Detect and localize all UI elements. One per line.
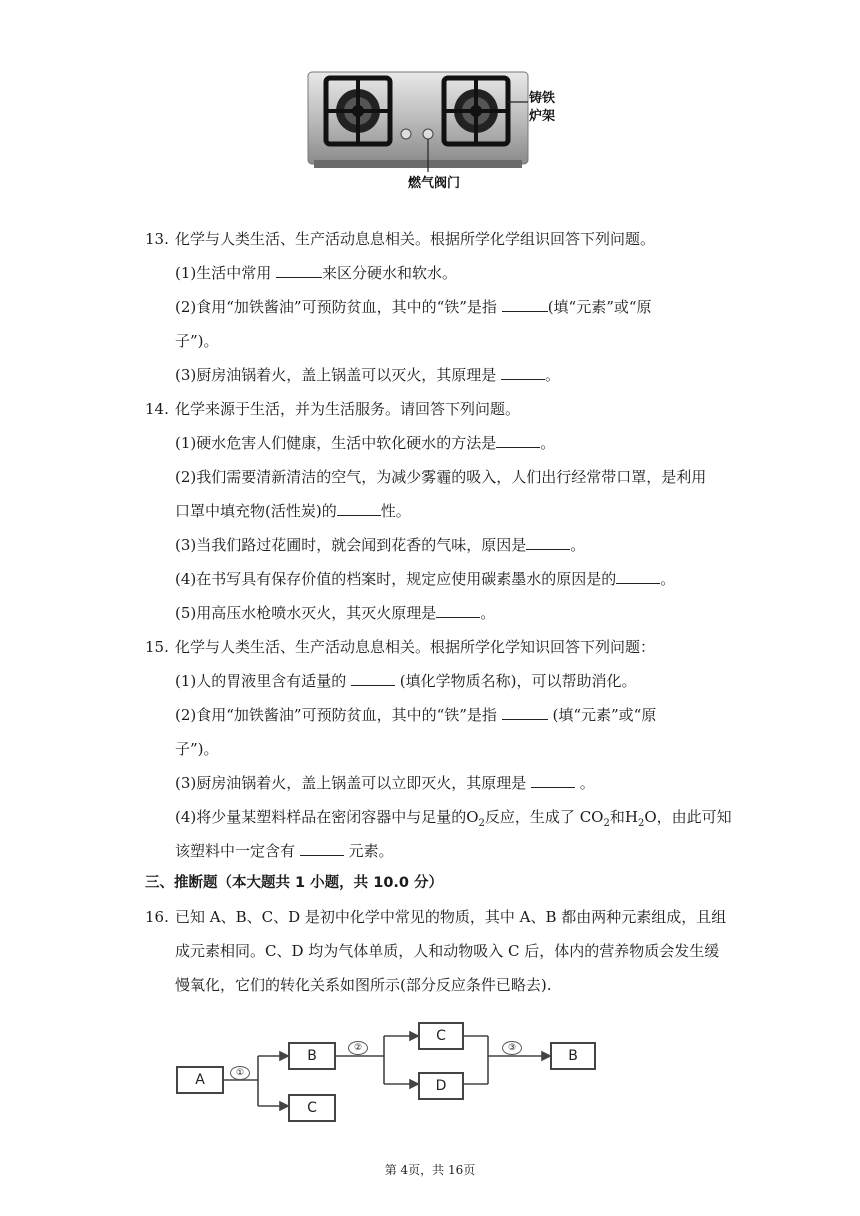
stove-figure [300,60,560,195]
q15-part2: (2)食用“加铁酱油”可预防贫血，其中的“铁”是指 (填“元素”或“原 [175,706,657,724]
page-number-footer: 第 4页，共 16页 [384,1163,476,1177]
q13-part2: (2)食用“加铁酱油”可预防贫血，其中的“铁”是指 (填“元素”或“原 [175,298,652,316]
answer-blank[interactable] [502,297,548,312]
q15-number: 15. [145,638,169,656]
q14-stem: 化学来源于生活，并为生活服务。请回答下列问题。 [175,400,521,418]
section-title-inference: 三、推断题（本大题共 1 小题，共 10.0 分） [145,875,444,891]
q14-part5: (5)用高压水枪喷水灭火，其灭火原理是 。 [175,604,496,622]
q15-part1: (1)人的胃液里含有适量的 (填化学物质名称)，可以帮助消化。 [175,672,637,690]
step-1-label: ① [230,1066,250,1080]
q14-part2-line1: (2)我们需要清新清洁的空气，为减少雾霾的吸入，人们出行经常带口罩，是利用 [175,468,707,486]
box-d: D [418,1072,464,1100]
answer-blank[interactable] [351,671,395,686]
answer-blank[interactable] [502,705,548,720]
transformation-diagram [176,1020,596,1125]
q13-part1: (1)生活中常用 来区分硬水和软水。 [175,264,458,282]
step-3-label: ③ [502,1041,522,1055]
answer-blank[interactable] [496,433,540,448]
box-c-second: C [418,1022,464,1050]
label-cast-iron-rack-line1: 铸铁 [529,91,556,106]
box-a: A [176,1066,224,1094]
q15-part2-cont: 子”)。 [175,740,219,758]
q14-part2-line2: 口罩中填充物(活性炭)的 性。 [175,502,411,520]
box-c-first: C [288,1094,336,1122]
answer-blank[interactable] [300,841,344,856]
q16-line1: 已知 A、B、C、D 是初中化学中常见的物质，其中 A、B 都由两种元素组成，且组 [175,908,727,926]
box-b-final: B [550,1042,596,1070]
label-gas-valve: 燃气阀门 [408,176,461,191]
q16-line2: 成元素相同。C、D 均为气体单质，人和动物吸入 C 后，体内的营养物质会发生缓 [175,942,720,960]
answer-blank[interactable] [276,263,322,278]
q13-part3: (3)厨房油锅着火，盖上锅盖可以灭火，其原理是 。 [175,366,561,384]
q13-number: 13. [145,230,169,248]
q15-part4-cont: 该塑料中一定含有 元素。 [175,842,394,860]
q15-stem: 化学与人类生活、生产活动息息相关。根据所学化学知识回答下列问题： [175,638,656,656]
q13-part2-cont: 子”)。 [175,332,219,350]
q14-part4: (4)在书写具有保存价值的档案时，规定应使用碳素墨水的原因是的 。 [175,570,676,588]
answer-blank[interactable] [531,773,575,788]
answer-blank[interactable] [337,501,381,516]
q16-number: 16. [145,908,169,926]
step-2-label: ② [348,1041,368,1055]
q14-part3: (3)当我们路过花圃时，就会闻到花香的气味，原因是 。 [175,536,586,554]
gas-stove-illustration [304,64,532,174]
answer-blank[interactable] [616,569,660,584]
answer-blank[interactable] [526,535,570,550]
q15-part3: (3)厨房油锅着火，盖上锅盖可以立即灭火，其原理是 。 [175,774,595,792]
label-cast-iron-rack-line2: 炉架 [529,109,556,124]
q15-part4: (4)将少量某塑料样品在密闭容器中与足量的$O_2$反应，生成了 $CO_2$和$H_2O$，由此可知 [175,808,732,829]
q14-number: 14. [145,400,169,418]
q16-line3: 慢氧化，它们的转化关系如图所示(部分反应条件已略去). [175,976,552,994]
box-b-first: B [288,1042,336,1070]
q14-part1: (1)硬水危害人们健康，生活中软化硬水的方法是 。 [175,434,556,452]
q13-stem: 化学与人类生活、生产活动息息相关。根据所学化学组识回答下列问题。 [175,230,656,248]
answer-blank[interactable] [501,365,545,380]
answer-blank[interactable] [436,603,480,618]
